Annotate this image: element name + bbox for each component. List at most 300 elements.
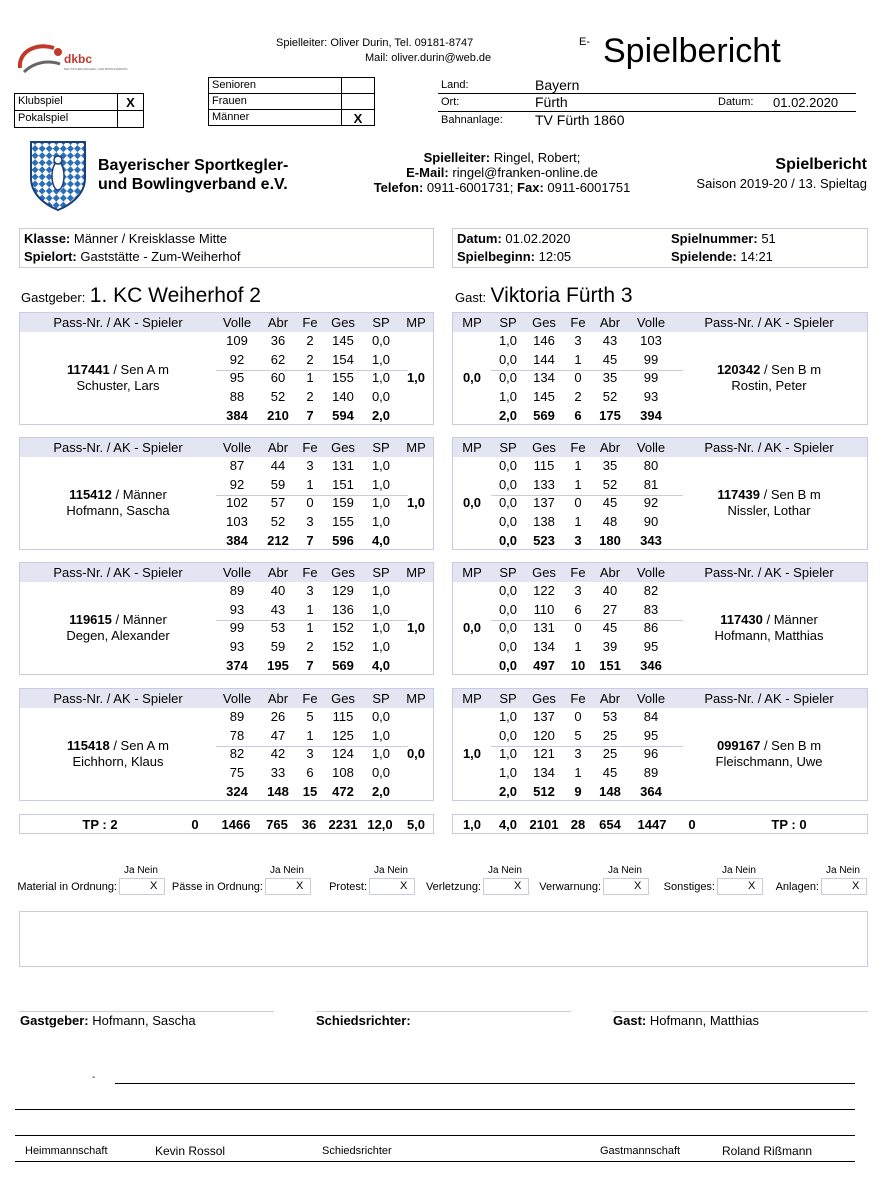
player-name: Schuster, Lars (76, 378, 160, 394)
lane-abr: 35 (602, 458, 618, 473)
total-ges: 472 (332, 783, 354, 799)
home-tp-zero: 0 (191, 817, 199, 832)
ja-nein-header: Ja Nein (124, 865, 158, 876)
away-table-header (453, 438, 867, 457)
lane-abr: 40 (270, 583, 286, 598)
player-age-class: / Sen B m (760, 362, 822, 378)
sig-gast-line (613, 1011, 868, 1012)
lane-sp: 1,0 (371, 370, 391, 386)
lane-volle: 93 (229, 639, 245, 655)
player-pass-number: 115412 (69, 487, 112, 503)
away-table-header (453, 563, 867, 582)
datum-value: 01.02.2020 (505, 231, 571, 246)
datum-label-top: Datum: (718, 96, 754, 108)
lane-fe: 1 (306, 601, 314, 617)
player-info (28, 738, 208, 770)
total-fe: 7 (306, 657, 314, 673)
lane-sp: 1,0 (371, 601, 391, 617)
home-score-table (19, 562, 434, 675)
home-totals-row (19, 814, 434, 834)
remarks-box[interactable] (19, 911, 868, 967)
check-box[interactable] (369, 878, 415, 895)
lane-abr: 52 (602, 389, 618, 405)
maenner-label: Männer (208, 109, 342, 126)
player-info (679, 362, 859, 394)
check-box[interactable] (119, 878, 165, 895)
player-name: Fleischmann, Uwe (715, 754, 823, 770)
player-age-class: / Sen B m (759, 487, 821, 503)
lane-abr: 27 (602, 601, 618, 617)
klubspiel-label: Klubspiel (14, 93, 118, 111)
lane-volle: 95 (229, 370, 245, 386)
lane-sp: 1,0 (498, 746, 518, 762)
lane-abr: 59 (270, 476, 286, 492)
total-fe: 6 (574, 407, 582, 423)
lane-volle: 103 (640, 333, 662, 348)
sig-gastgeber-line (19, 1011, 274, 1012)
lane-abr: 52 (602, 476, 618, 492)
total-sp: 0,0 (498, 657, 518, 673)
check-label: Protest: (329, 881, 367, 893)
header-abr: Abr (599, 315, 621, 330)
total-ges: 569 (332, 657, 354, 673)
total-ges: 569 (533, 407, 555, 423)
total-ges: 594 (332, 407, 354, 423)
spielort-value: Gaststätte - Zum-Weiherhof (80, 249, 241, 264)
row-separator (216, 370, 408, 371)
lane-volle: 80 (643, 458, 659, 473)
player-info (28, 612, 208, 644)
lane-sp: 0,0 (498, 351, 518, 367)
spielende-label: Spielende: (671, 249, 737, 264)
lane-volle: 93 (643, 389, 659, 405)
lane-ges: 137 (533, 495, 555, 511)
check-mark: X (296, 880, 304, 892)
total-abr: 180 (599, 532, 621, 548)
header-fe: Fe (302, 315, 318, 330)
home-total-sp: 12,0 (367, 817, 393, 832)
ja-nein-header: Ja Nein (722, 865, 756, 876)
player-pass-number: 117439 (717, 487, 760, 503)
dkbc-logo-subtext: DEUTSCHER KEGLER- UND BOWLINGBUND (64, 67, 128, 71)
player-name: Hofmann, Sascha (66, 503, 170, 519)
total-fe: 10 (570, 657, 586, 673)
lane-ges: 145 (533, 389, 555, 405)
total-volle: 324 (226, 783, 248, 799)
lane-abr: 48 (602, 514, 618, 530)
check-box[interactable] (821, 878, 867, 895)
away-total-ges: 2101 (529, 817, 559, 832)
header-ges: Ges (331, 691, 355, 706)
header-sp: SP (372, 691, 390, 706)
spielbeginn-line (457, 249, 571, 264)
player-pass-line (28, 738, 208, 754)
lane-ges: 137 (533, 709, 555, 724)
lane-volle: 89 (229, 583, 245, 598)
lane-volle: 81 (643, 476, 659, 492)
lane-fe: 0 (574, 709, 582, 724)
lane-abr: 25 (602, 727, 618, 743)
player-pass-line (28, 487, 208, 503)
row-separator (491, 370, 683, 371)
home-score-table (19, 312, 434, 425)
match-points: 1,0 (462, 746, 482, 762)
header-telefon-value: 0911-6001731; (426, 180, 514, 195)
total-volle: 384 (226, 532, 248, 548)
header-ges: Ges (532, 315, 556, 330)
lane-ges: 131 (533, 620, 555, 636)
lane-fe: 1 (306, 476, 314, 492)
footer-heim-name: Kevin Rossol (155, 1144, 226, 1158)
lane-sp: 1,0 (371, 639, 391, 655)
lane-ges: 138 (533, 514, 555, 530)
header-abr: Abr (599, 691, 621, 706)
lane-ges: 122 (533, 583, 555, 598)
lane-sp: 0,0 (498, 639, 518, 655)
top-location-box (438, 76, 856, 128)
header-email-line (352, 165, 652, 180)
lane-sp: 0,0 (498, 370, 518, 386)
player-info (28, 362, 208, 394)
lane-ges: 115 (332, 709, 354, 724)
row-separator (491, 495, 683, 496)
home-total-fe: 36 (301, 817, 317, 832)
lane-sp: 0,0 (371, 765, 391, 781)
total-volle: 346 (640, 657, 662, 673)
lane-volle: 95 (643, 727, 659, 743)
match-info-box (452, 228, 868, 268)
report-title: Spielbericht (775, 156, 867, 173)
header-mp: MP (462, 691, 482, 706)
lane-sp: 0,0 (498, 727, 518, 743)
lane-sp: 1,0 (371, 476, 391, 492)
lane-abr: 45 (602, 765, 618, 781)
header-fe: Fe (570, 315, 586, 330)
ja-nein-header: Ja Nein (270, 865, 304, 876)
row-separator (216, 620, 408, 621)
lane-volle: 82 (229, 746, 245, 762)
org-name-line1: Bayerischer Sportkegler- (98, 157, 289, 174)
player-info (28, 487, 208, 519)
lane-ges: 124 (332, 746, 354, 762)
away-score-table (452, 437, 868, 550)
footer-line-2 (15, 1109, 855, 1110)
header-sp: SP (372, 440, 390, 455)
lane-fe: 1 (574, 514, 582, 530)
total-abr: 195 (267, 657, 289, 673)
total-volle: 343 (640, 532, 662, 548)
lane-fe: 1 (574, 765, 582, 781)
player-age-class: / Sen A m (109, 362, 169, 378)
check-box[interactable] (717, 878, 763, 895)
player-info (679, 738, 859, 770)
home-score-table (19, 437, 434, 550)
header-fe: Fe (302, 440, 318, 455)
lane-ges: 155 (332, 514, 354, 530)
home-table-header (20, 689, 433, 708)
header-sp: SP (499, 440, 517, 455)
maenner-mark: X (341, 109, 375, 126)
header-telefon-line (352, 180, 652, 195)
header-volle: Volle (222, 315, 252, 330)
header-volle: Volle (636, 691, 666, 706)
header-ges: Ges (532, 691, 556, 706)
row-separator (491, 746, 683, 747)
player-pass-number: 117441 (67, 362, 110, 378)
klubspiel-mark: X (117, 93, 144, 111)
player-name: Nissler, Lothar (727, 503, 811, 519)
home-table-header (20, 313, 433, 332)
total-abr: 212 (267, 532, 289, 548)
lane-abr: 33 (270, 765, 286, 781)
sig-gastgeber (20, 1013, 196, 1028)
spielnummer-value: 51 (761, 231, 776, 246)
lane-volle: 86 (643, 620, 659, 636)
header-abr: Abr (599, 565, 621, 580)
lane-abr: 59 (270, 639, 286, 655)
footer-line-1 (115, 1083, 855, 1084)
lane-sp: 1,0 (371, 351, 391, 367)
ja-nein-header: Ja Nein (488, 865, 522, 876)
lane-sp: 1,0 (498, 765, 518, 781)
match-points: 1,0 (406, 495, 426, 511)
total-fe: 7 (306, 532, 314, 548)
lane-sp: 1,0 (371, 746, 391, 762)
lane-ges: 131 (332, 458, 354, 473)
player-pass-line (679, 738, 859, 754)
lane-volle: 84 (643, 709, 659, 724)
check-mark: X (514, 880, 522, 892)
footer-schiri-label: Schiedsrichter (322, 1145, 392, 1157)
lane-volle: 103 (226, 514, 248, 530)
header-abr: Abr (267, 691, 289, 706)
sig-schiri-label: Schiedsrichter: (316, 1013, 411, 1028)
header-volle: Volle (636, 315, 666, 330)
player-pass-line (679, 362, 859, 378)
header-volle: Volle (222, 565, 252, 580)
klasse-label: Klasse: (24, 231, 71, 246)
header-fe: Fe (570, 440, 586, 455)
total-abr: 175 (599, 407, 621, 423)
lane-fe: 5 (306, 709, 314, 724)
datum-value-top: 01.02.2020 (773, 95, 839, 110)
lane-volle: 89 (229, 709, 245, 724)
land-label: Land: (441, 79, 469, 91)
klasse-line (24, 231, 227, 246)
lane-fe: 3 (306, 514, 314, 530)
lane-ges: 134 (533, 765, 555, 781)
player-info (679, 612, 859, 644)
match-points: 0,0 (462, 620, 482, 636)
lane-ges: 159 (332, 495, 354, 511)
away-total-fe: 28 (570, 817, 586, 832)
lane-ges: 110 (533, 601, 555, 617)
lane-volle: 93 (229, 601, 245, 617)
player-pass-number: 119615 (69, 612, 112, 628)
lane-ges: 140 (332, 389, 354, 405)
check-mark: X (852, 880, 860, 892)
top-mail-line: Mail: oliver.durin@web.de (365, 52, 492, 64)
home-team-label: Gastgeber: (21, 290, 86, 305)
lane-abr: 44 (270, 458, 286, 473)
player-pass-line (28, 362, 208, 378)
bahnanlage-label: Bahnanlage: (441, 114, 503, 126)
header-player: Pass-Nr. / AK - Spieler (53, 691, 183, 706)
header-ges: Ges (532, 440, 556, 455)
away-total-volle: 1447 (637, 817, 667, 832)
lane-ges: 154 (332, 351, 354, 367)
lane-volle: 96 (643, 746, 659, 762)
lane-volle: 78 (229, 727, 245, 743)
footer-dash: - (92, 1072, 96, 1083)
lane-abr: 39 (602, 639, 618, 655)
lane-fe: 2 (306, 639, 314, 655)
footer-gast-name: Roland Rißmann (722, 1144, 813, 1158)
match-points: 0,0 (462, 370, 482, 386)
total-abr: 148 (267, 783, 289, 799)
total-ges: 523 (533, 532, 555, 548)
away-total-abr: 654 (599, 817, 621, 832)
lane-fe: 2 (574, 389, 582, 405)
header-abr: Abr (599, 440, 621, 455)
lane-fe: 3 (574, 746, 582, 762)
lane-volle: 82 (643, 583, 659, 598)
lane-fe: 2 (306, 351, 314, 367)
away-team (455, 284, 633, 308)
away-tp-zero: 0 (688, 817, 696, 832)
dkbc-logo-text: dkbc (64, 52, 93, 66)
frauen-label: Frauen (208, 93, 342, 110)
lane-abr: 43 (602, 333, 618, 348)
spielbeginn-label: Spielbeginn: (457, 249, 535, 264)
check-box[interactable] (265, 878, 311, 895)
lane-volle: 92 (643, 495, 659, 511)
check-mark: X (634, 880, 642, 892)
lane-abr: 57 (270, 495, 286, 511)
lane-fe: 0 (574, 620, 582, 636)
total-fe: 7 (306, 407, 314, 423)
header-mp: MP (406, 440, 426, 455)
total-ges: 512 (533, 783, 555, 799)
match-points: 1,0 (406, 620, 426, 636)
header-player: Pass-Nr. / AK - Spieler (704, 315, 834, 330)
lane-ges: 152 (332, 639, 354, 655)
pokalspiel-mark (117, 110, 144, 128)
lane-fe: 2 (306, 389, 314, 405)
lane-ges: 129 (332, 583, 354, 598)
total-sp: 2,0 (371, 407, 391, 423)
org-name-line2: und Bowlingverband e.V. (98, 176, 288, 193)
lane-sp: 0,0 (498, 583, 518, 598)
header-ges: Ges (331, 565, 355, 580)
lane-abr: 36 (270, 333, 286, 348)
lane-sp: 1,0 (498, 709, 518, 724)
lane-abr: 26 (270, 709, 286, 724)
ort-underline (438, 111, 856, 112)
season-line: Saison 2019-20 / 13. Spieltag (696, 176, 867, 191)
lane-sp: 1,0 (498, 389, 518, 405)
total-ges: 596 (332, 532, 354, 548)
header-fe: Fe (570, 691, 586, 706)
header-mp: MP (406, 565, 426, 580)
lane-fe: 2 (306, 333, 314, 348)
away-total-sp: 4,0 (498, 817, 518, 832)
total-sp: 2,0 (498, 407, 518, 423)
away-table-header (453, 689, 867, 708)
lane-ges: 136 (332, 601, 354, 617)
lane-sp: 1,0 (371, 583, 391, 598)
header-spielleiter-label: Spielleiter: (423, 150, 491, 165)
check-box[interactable] (603, 878, 649, 895)
spielende-value: 14:21 (740, 249, 773, 264)
check-label: Verwarnung: (539, 881, 601, 893)
lane-ges: 115 (533, 458, 555, 473)
sig-gast-label: Gast: (613, 1013, 647, 1028)
header-mp: MP (406, 315, 426, 330)
lane-volle: 109 (226, 333, 248, 348)
total-volle: 364 (640, 783, 662, 799)
match-points: 0,0 (406, 746, 426, 762)
lane-sp: 0,0 (498, 495, 518, 511)
header-sp: SP (499, 565, 517, 580)
lane-sp: 0,0 (498, 476, 518, 492)
lane-fe: 3 (574, 583, 582, 598)
away-score-table (452, 688, 868, 801)
player-name: Rostin, Peter (731, 378, 807, 394)
lane-sp: 0,0 (498, 458, 518, 473)
lane-sp: 1,0 (371, 458, 391, 473)
total-volle: 384 (226, 407, 248, 423)
lane-fe: 3 (306, 583, 314, 598)
header-player: Pass-Nr. / AK - Spieler (704, 691, 834, 706)
lane-fe: 0 (574, 370, 582, 386)
header-sp: SP (499, 315, 517, 330)
lane-abr: 35 (602, 370, 618, 386)
total-sp: 0,0 (498, 532, 518, 548)
lane-volle: 90 (643, 514, 659, 530)
home-table-header (20, 438, 433, 457)
lane-sp: 1,0 (371, 727, 391, 743)
header-fax-value: 0911-6001751 (547, 180, 631, 195)
lane-abr: 25 (602, 746, 618, 762)
lane-abr: 62 (270, 351, 286, 367)
bahnanlage-value: TV Fürth 1860 (535, 112, 625, 128)
player-pass-number: 099167 (716, 738, 761, 754)
lane-sp: 1,0 (371, 620, 391, 636)
check-label: Anlagen: (775, 881, 819, 893)
total-fe: 3 (574, 532, 582, 548)
check-mark: X (400, 880, 408, 892)
lane-volle: 87 (229, 458, 245, 473)
check-label: Verletzung: (425, 881, 481, 893)
lane-volle: 99 (229, 620, 245, 636)
header-player: Pass-Nr. / AK - Spieler (53, 315, 183, 330)
player-pass-number: 117430 (720, 612, 763, 628)
player-pass-line (679, 487, 859, 503)
header-volle: Volle (636, 565, 666, 580)
lane-sp: 0,0 (498, 620, 518, 636)
player-pass-line (679, 612, 859, 628)
lane-abr: 52 (270, 514, 286, 530)
total-abr: 148 (599, 783, 621, 799)
player-age-class: / Männer (762, 612, 818, 628)
coat-of-arms-icon (28, 138, 88, 212)
check-label: Pässe in Ordnung: (171, 881, 263, 893)
header-mp: MP (462, 315, 482, 330)
home-team-name: 1. KC Weiherhof 2 (89, 284, 261, 307)
check-box[interactable] (483, 878, 529, 895)
total-abr: 210 (267, 407, 289, 423)
